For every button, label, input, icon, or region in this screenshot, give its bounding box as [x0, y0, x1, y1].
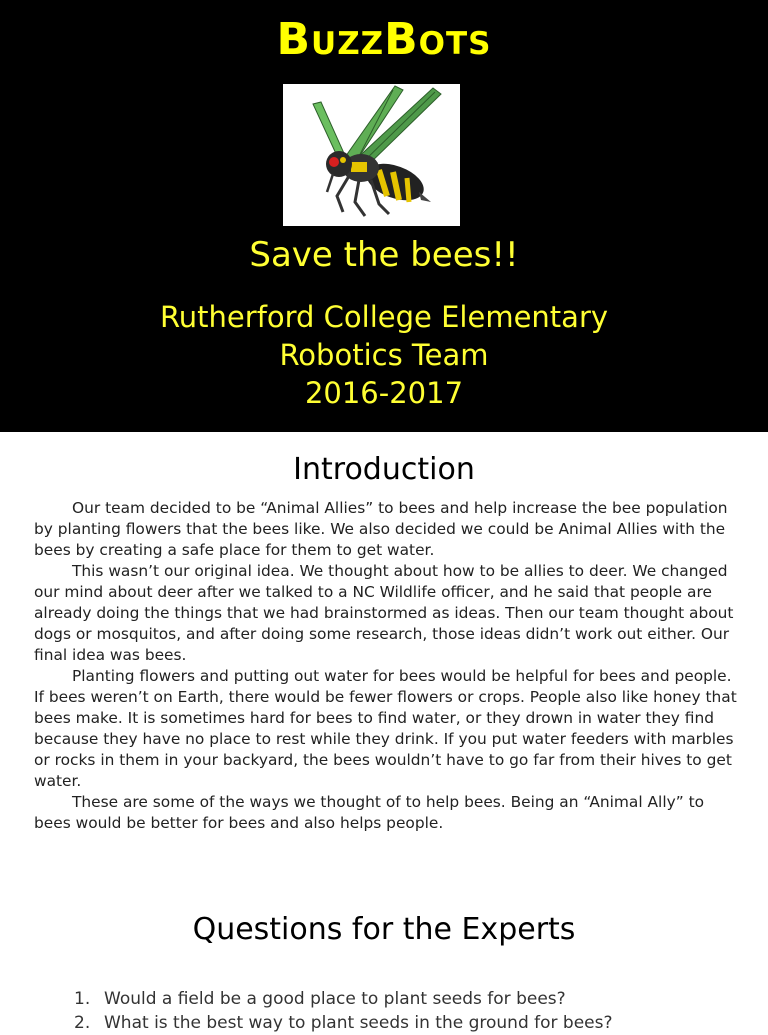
team-year: 2016-2017	[304, 376, 464, 410]
questions-heading: Questions for the Experts	[192, 912, 576, 947]
robot-bee-illustration	[283, 84, 460, 226]
question-text: Would a field be a good place to plant seeds for bees?	[104, 989, 566, 1009]
question-item	[74, 1011, 734, 1035]
intro-paragraph: Planting flowers and putting out water for bees would be helpful for bees and people. If bees weren’t on Earth, there would be fewer flowers or crops. People also like honey that bees make. It is sometimes hard for bees to find water, or they drown in water they find because they have no place to rest while they drink. If you put water feeders with marbles or rocks in them in your backyard, the bees wouldn’t have to go far from their hives to get water.	[34, 667, 737, 790]
tagline: Save the bees!!	[249, 235, 519, 275]
question-number: 1.	[74, 989, 91, 1009]
robot-bee-image	[283, 84, 460, 226]
question-text: What is the best way to plant seeds in the ground for bees?	[104, 1013, 613, 1033]
introduction-body	[34, 498, 740, 834]
intro-paragraph: These are some of the ways we thought of to help bees. Being an “Animal Ally” to bees would be better for bees and also helps people.	[34, 793, 705, 832]
question-number: 2.	[74, 1013, 91, 1033]
intro-paragraph: This wasn’t our original idea. We thought about how to be allies to deer. We changed our mind about deer after we talked to a NC Wildlife officer, and he said that people are already doing the things that we had brainstormed as ideas. Then our team thought about dogs or mosquitos, and after doing some research, those ideas didn’t work out either. Our final idea was bees.	[34, 562, 734, 664]
intro-paragraph: Our team decided to be “Animal Allies” to bees and help increase the bee population by planting flowers that the bees like. We also decided we could be Animal Allies with the bees by creating a safe place for them to get water.	[34, 499, 728, 559]
question-item	[74, 987, 734, 1011]
title-banner	[0, 0, 768, 432]
introduction-heading: Introduction	[293, 452, 475, 487]
team-school: Rutherford College Elementary	[159, 300, 609, 334]
team-name: Robotics Team	[279, 338, 489, 372]
questions-list	[74, 987, 734, 1035]
brand-title: BuzzBots	[276, 14, 492, 65]
